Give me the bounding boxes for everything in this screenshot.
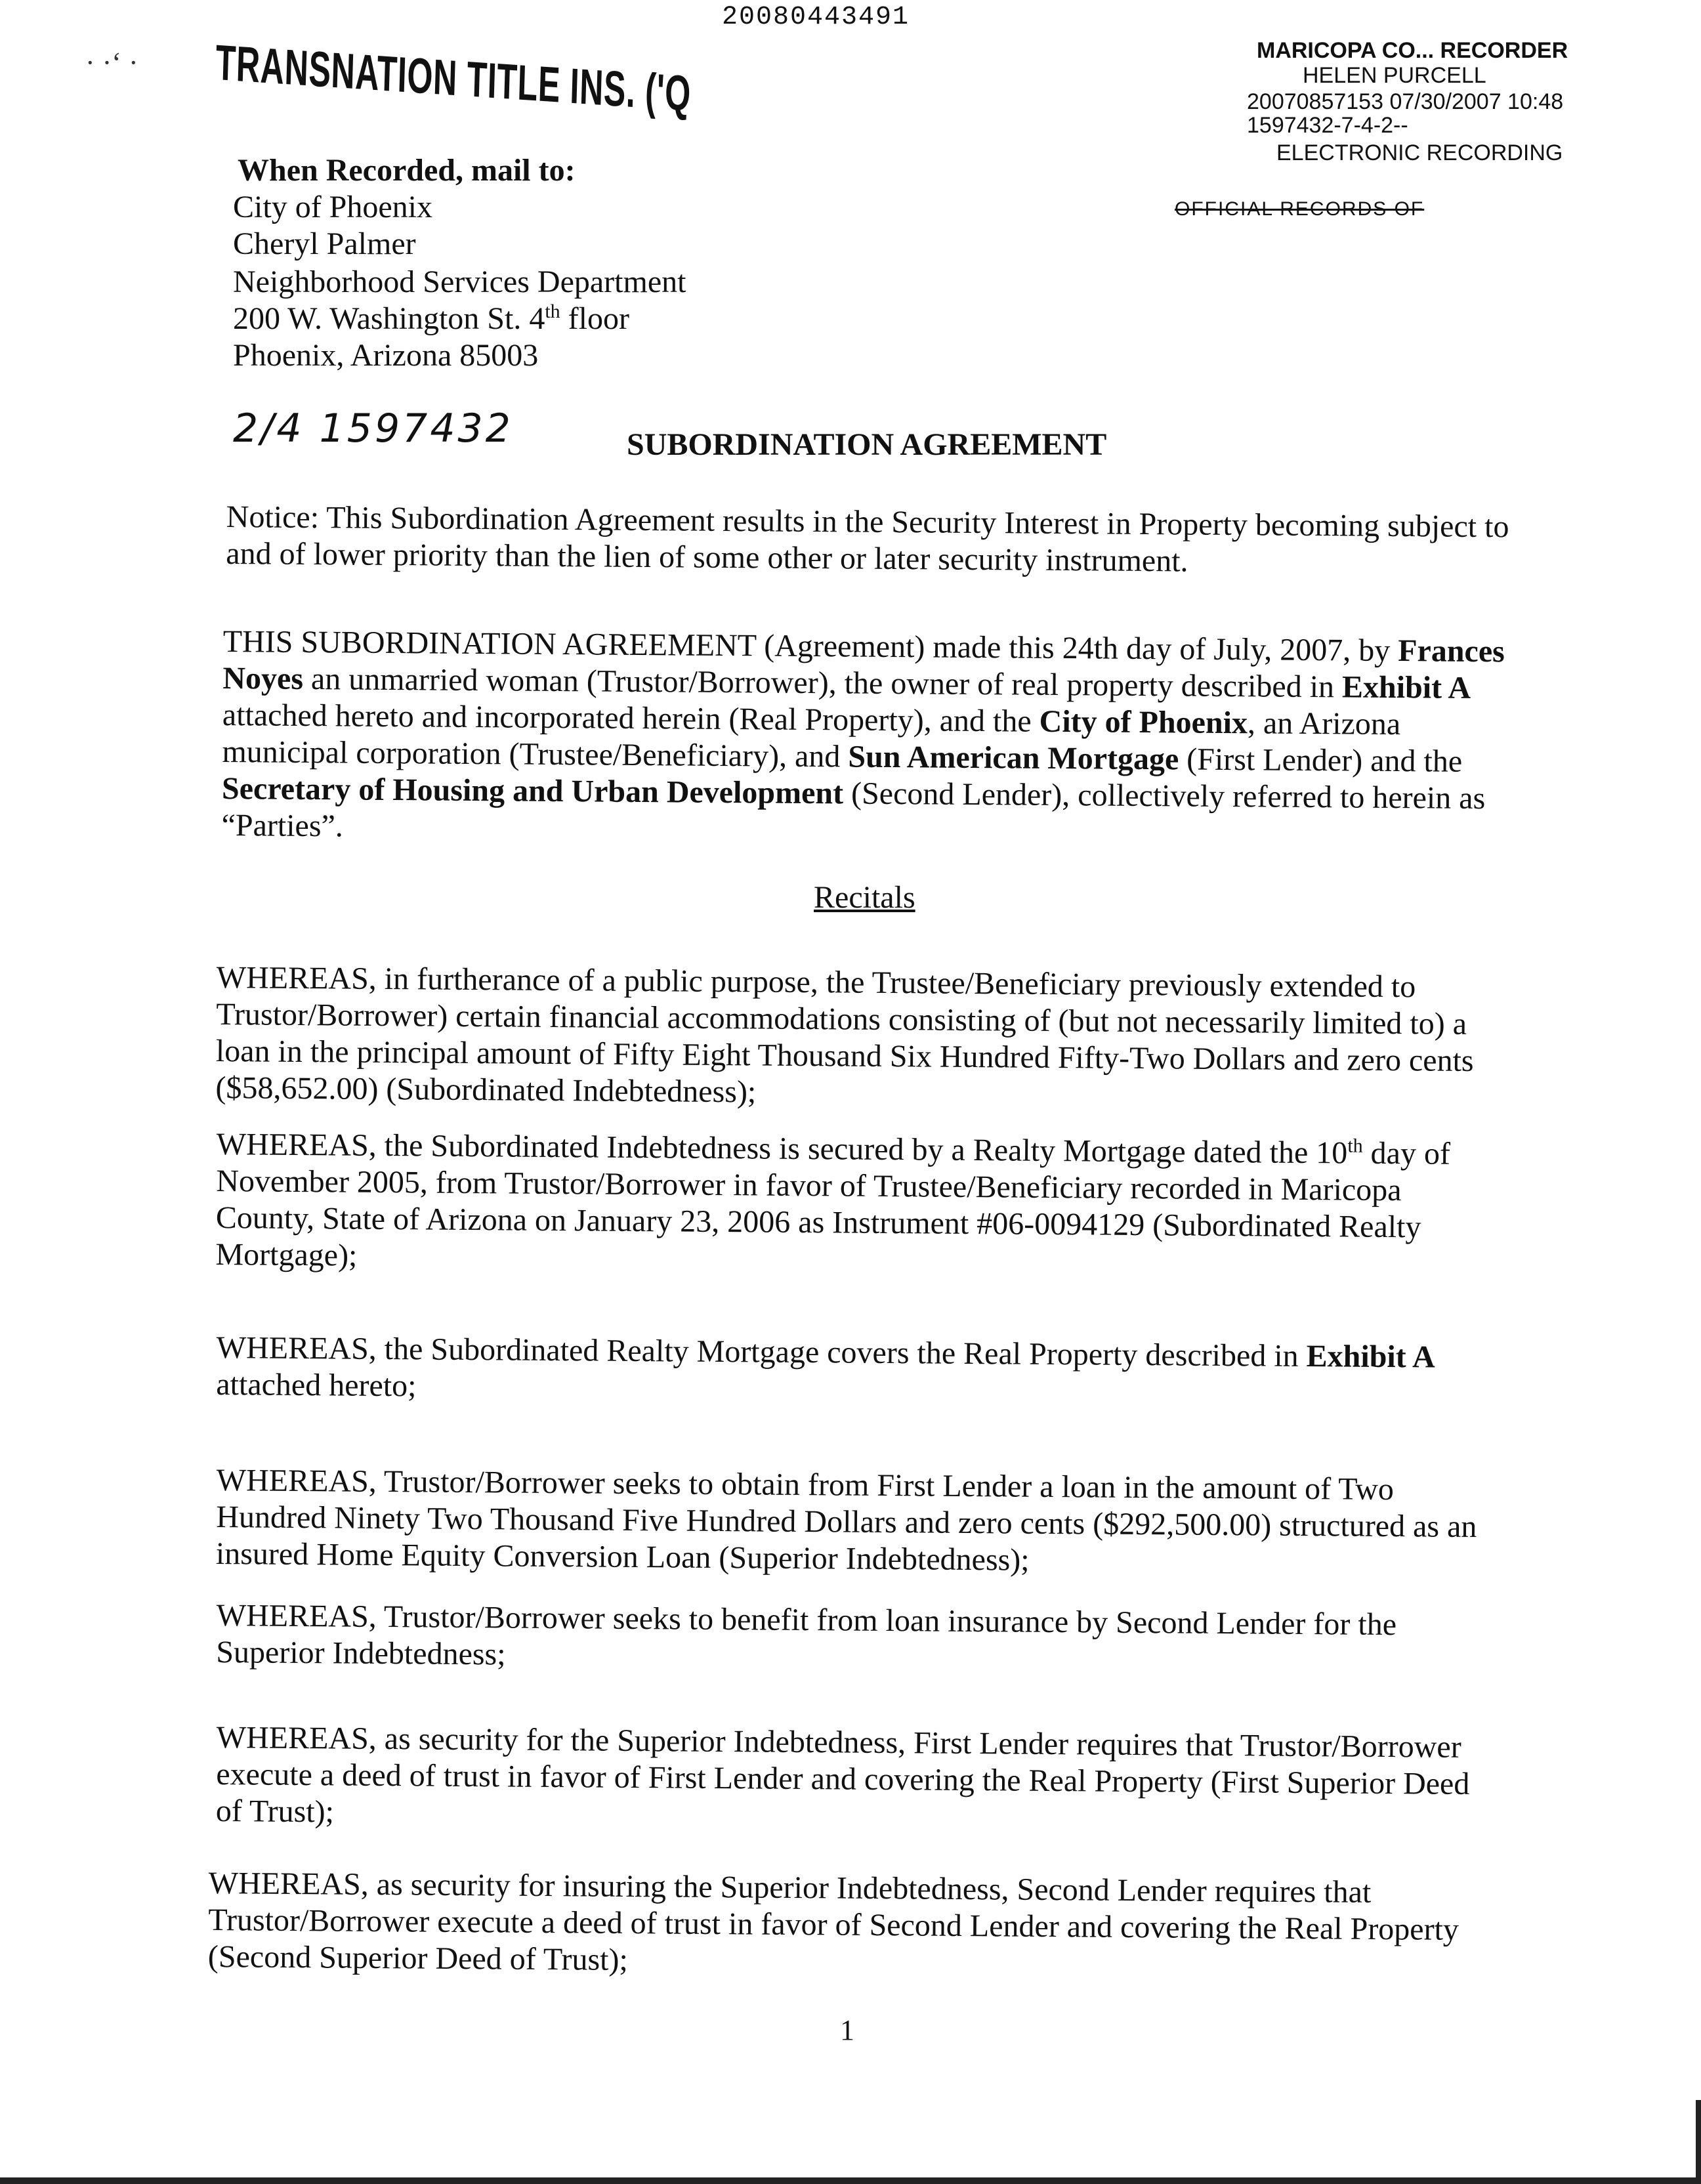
recital-paragraph: WHEREAS, Trustor/Borrower seeks to benefit from loan insurance by Second Lender for the Superior Indebtedness; <box>216 1598 1397 1672</box>
intro-text: (First Lender) and the <box>1179 742 1463 779</box>
recital-paragraph <box>215 1126 1503 1283</box>
recital-paragraph: WHEREAS, in furtherance of a public purpose, the Trustee/Beneficiary previously extended to Trustor/Borrower) certain financial accommodations consisting of (but not necessarily limited to) a loan in the principal amount of Fifty Eight Thousand Six Hundred Fifty-Two Dollars and zero cents ($58,652.00) (Subordinated Indebtedness); <box>215 960 1474 1110</box>
intro-text: , an Arizona municipal corporation (Trustee/Beneficiary), and <box>222 705 1401 774</box>
recital-paragraph: WHEREAS, as security for insuring the Superior Indebtedness, Second Lender requires that Trustor/Borrower execute a deed of trust in favor of Second Lender and covering the Real Property (Second Superior Deed of Trust); <box>207 1866 1460 1978</box>
exhibit-ref: Exhibit A <box>1341 669 1471 705</box>
recital-text: WHEREAS, the Subordinated Realty Mortgage covers the Real Property described in <box>216 1330 1307 1374</box>
notice-paragraph: Notice: This Subordination Agreement results in the Security Interest in Property becoming subject to and of lower priority than the lien of some other or later security instrument. <box>226 499 1509 579</box>
recorder-line-5: ELECTRONIC RECORDING <box>1276 140 1563 165</box>
document-number: 20080443491 <box>722 3 910 32</box>
mail-to-line <box>233 301 629 337</box>
intro-text: attached hereto and incorporated herein (Real Property), and the <box>222 697 1040 739</box>
recorder-line-2: HELEN PURCELL <box>1303 63 1486 88</box>
recital-paragraph: WHEREAS, as security for the Superior Indebtedness, First Lender requires that Trustor/Borrower execute a deed of trust in favor of First Lender and covering the Real Property (First Superior Deed of Trust); <box>215 1720 1470 1830</box>
recitals-heading: Recitals <box>814 880 915 915</box>
intro-paragraph <box>221 623 1509 854</box>
recital-paragraph <box>216 1330 1503 1413</box>
recital-text: day of November 2005, from Trustor/Borrower in favor of Trustee/Beneficiary recorded in Maricopa County, State of Arizona on January 23, 2006 as Instrument #06-0094129 (Subordinated Realty Mortgage); <box>215 1135 1451 1273</box>
recital-text: attached hereto; <box>216 1366 417 1404</box>
scan-edge-right <box>1696 2100 1701 2184</box>
intro-text: THIS SUBORDINATION AGREEMENT (Agreement) made this 24th day of July, 2007, by <box>222 623 1398 669</box>
intro-text: an unmarried woman (Trustor/Borrower), the owner of real property described in <box>303 661 1343 705</box>
ordinal-suffix: th <box>1347 1135 1363 1157</box>
recorder-line-6: OFFICIAL RECORDS OF <box>1175 198 1425 220</box>
first-lender-name: Sun American Mortgage <box>848 739 1179 777</box>
mail-to-line: Phoenix, Arizona 85003 <box>233 338 539 373</box>
mail-to-line: Cheryl Palmer <box>233 226 416 261</box>
page-number: 1 <box>840 2014 854 2046</box>
exhibit-ref: Exhibit A <box>1306 1339 1435 1375</box>
recorder-line-3: 20070857153 07/30/2007 10:48 <box>1247 89 1564 114</box>
mail-to-line: City of Phoenix <box>233 190 433 224</box>
address-text: floor <box>560 301 629 336</box>
trustee-name: City of Phoenix <box>1039 704 1248 741</box>
recorder-line-1: MARICOPA CO... RECORDER <box>1257 38 1568 63</box>
intro-text: (Second Lender), collectively referred to herein as “Parties”. <box>221 776 1486 844</box>
handwritten-reference: 2/4 1597432 <box>233 406 513 452</box>
recital-text: WHEREAS, the Subordinated Indebtedness is secured by a Realty Mortgage dated the 10 <box>216 1127 1348 1171</box>
second-lender-name: Secretary of Housing and Urban Development <box>221 770 844 811</box>
page-title: SUBORDINATION AGREEMENT <box>627 427 1107 462</box>
borrower-name: Frances Noyes <box>222 633 1505 696</box>
recorder-line-4: 1597432-7-4-2-- <box>1247 113 1408 138</box>
ordinal-suffix: th <box>545 301 560 322</box>
title-company-stamp: TRANSNATION TITLE INS. ('Q <box>215 34 692 122</box>
address-text: 200 W. Washington St. 4 <box>233 301 545 336</box>
scan-edge-bottom <box>0 2177 1701 2184</box>
stray-marks: · ·‘ · <box>85 47 138 79</box>
mail-to-line: Neighborhood Services Department <box>233 264 686 299</box>
recital-paragraph: WHEREAS, Trustor/Borrower seeks to obtain from First Lender a loan in the amount of Two Hundred Ninety Two Thousand Five Hundred Dollars and zero cents ($292,500.00) structured as an insured Home Equity Conversion Loan (Superior Indebtedness); <box>215 1463 1477 1578</box>
mail-to-heading: When Recorded, mail to: <box>238 153 576 188</box>
